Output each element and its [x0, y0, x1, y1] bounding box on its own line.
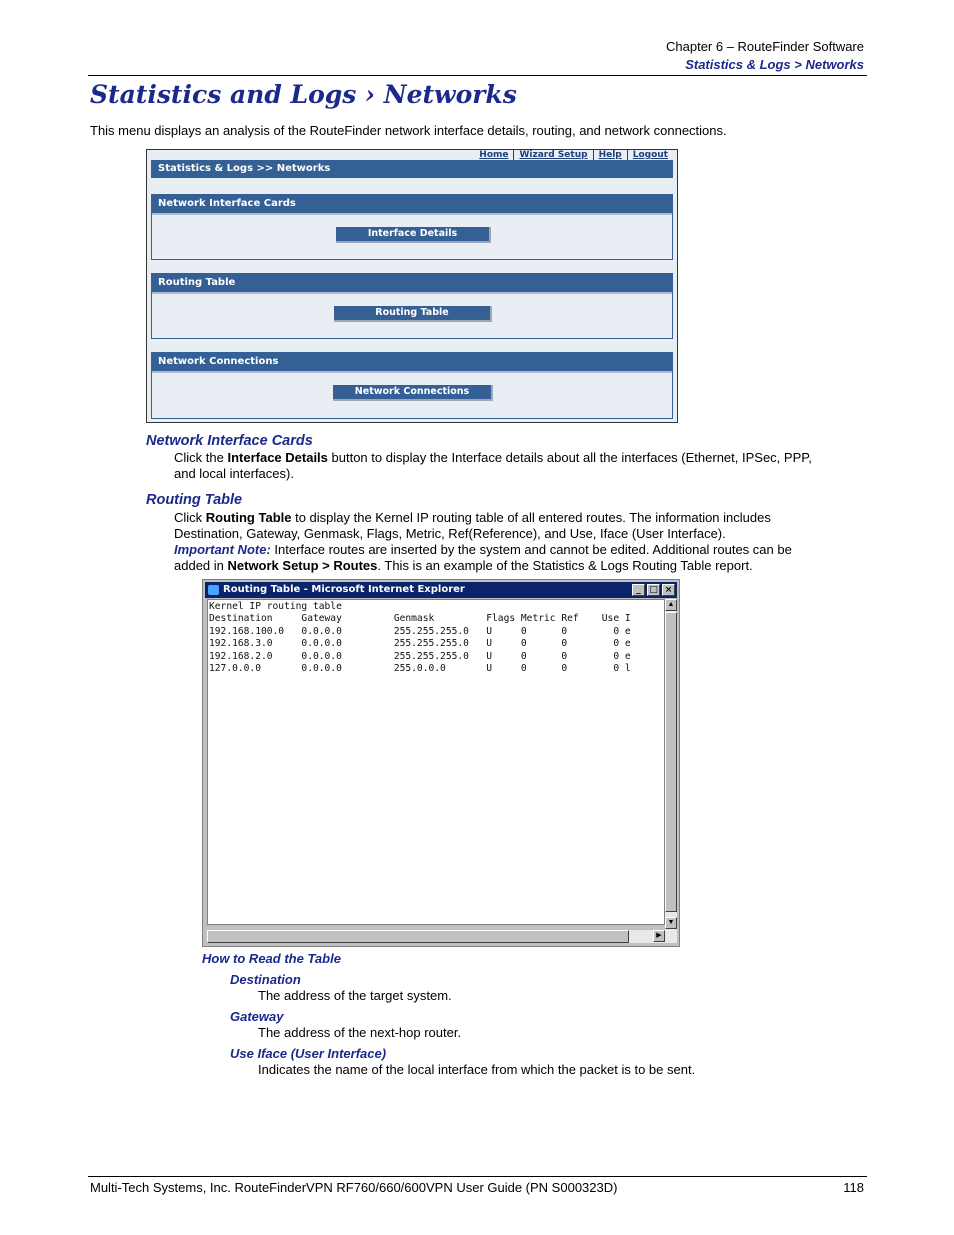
important-note-text: Interface routes are inserted by the system and cannot be edited. Additional routes can be — [270, 542, 792, 557]
interface-details-button[interactable]: Interface Details — [336, 227, 491, 243]
desc-destination: The address of the target system. — [258, 988, 452, 1003]
panel-heading: Routing Table — [152, 274, 672, 294]
footer-rule — [88, 1176, 867, 1177]
window-titlebar — [205, 582, 677, 598]
routing-text-line4-bold: Network Setup > Routes — [227, 558, 378, 573]
nic-text-line2: and local interfaces). — [174, 466, 294, 481]
panel-network-interface-cards — [151, 194, 673, 260]
horizontal-scroll-thumb[interactable] — [207, 930, 629, 943]
routing-text-line4-pre: added in — [174, 558, 228, 573]
nic-text-post: button to display the Interface details about all the interfaces (Ethernet, IPSec, PPP, — [327, 450, 812, 465]
nic-text-pre: Click the — [174, 450, 228, 465]
nav-home-link[interactable]: Home — [479, 150, 509, 160]
nic-paragraph — [174, 450, 874, 482]
page-title: Statistics and Logs › Networks — [90, 80, 517, 109]
scroll-down-icon[interactable]: ▼ — [665, 917, 677, 929]
routing-text-pre: Click — [174, 510, 206, 525]
chapter-header: Chapter 6 – RouteFinder Software — [666, 39, 864, 54]
panel-routing-table — [151, 273, 673, 339]
nav-wizard-link[interactable]: Wizard Setup — [513, 150, 592, 160]
footer-text: Multi-Tech Systems, Inc. RouteFinderVPN RF760/660/600VPN User Guide (PN S000323D) — [90, 1180, 618, 1195]
how-to-heading: How to Read the Table — [202, 951, 341, 966]
routing-heading: Routing Table — [146, 492, 243, 508]
routing-table-window — [202, 579, 680, 947]
routing-report-content — [207, 599, 665, 925]
top-nav — [474, 150, 673, 160]
minimize-icon[interactable]: _ — [632, 584, 645, 596]
important-note-label: Important Note: — [174, 542, 271, 557]
window-title: Routing Table - Microsoft Internet Explorer — [223, 584, 465, 595]
header-rule — [88, 75, 867, 76]
nic-heading: Network Interface Cards — [146, 433, 313, 449]
routing-text-line2: Destination, Gateway, Genmask, Flags, Metric, Ref(Reference), and Use, Iface (User Interface). — [174, 526, 726, 541]
desc-use-iface: Indicates the name of the local interface from which the packet is to be sent. — [258, 1062, 696, 1077]
scroll-right-icon[interactable]: ▶ — [653, 930, 665, 942]
vertical-scroll-thumb[interactable] — [665, 612, 677, 912]
routing-report-text: Kernel IP routing table Destination Gateway Genmask Flags Metric Ref Use I 192.168.100.0 0.0.0.0 255.255.255.0 U 0 0 0 e 192.168.3.0 0.0.0.0 255.255.255.0 U 0 0 0 e 192.168.2.0 0.0.0.0 255.255.255.0 U 0 0 0 e 127.0.0.0 0.0.0.0 255.0.0.0 U 0 0 0 l — [209, 601, 631, 675]
routing-text-post: to display the Kernel IP routing table of all entered routes. The information includes — [291, 510, 771, 525]
scroll-up-icon[interactable]: ▲ — [665, 599, 677, 611]
horizontal-scrollbar[interactable] — [207, 930, 665, 943]
panel-heading: Network Interface Cards — [152, 195, 672, 215]
close-icon[interactable]: × — [662, 584, 675, 596]
term-gateway: Gateway — [230, 1009, 284, 1024]
desc-gateway: The address of the next-hop router. — [258, 1025, 462, 1040]
term-use-iface: Use Iface (User Interface) — [230, 1046, 387, 1061]
nav-help-link[interactable]: Help — [593, 150, 627, 160]
network-connections-button[interactable]: Network Connections — [333, 385, 493, 401]
routing-text-bold: Routing Table — [205, 510, 292, 525]
panel-heading: Network Connections — [152, 353, 672, 373]
screen-title-bar: Statistics & Logs >> Networks — [151, 160, 673, 178]
section-header: Statistics & Logs > Networks — [685, 57, 864, 72]
panel-network-connections — [151, 352, 673, 419]
maximize-icon[interactable]: □ — [647, 584, 660, 596]
routing-paragraph — [174, 510, 874, 574]
nic-text-bold: Interface Details — [227, 450, 328, 465]
routing-table-button[interactable]: Routing Table — [334, 306, 492, 322]
term-destination: Destination — [230, 972, 301, 987]
networks-screenshot — [146, 149, 678, 423]
page-number: 118 — [843, 1180, 864, 1195]
intro-text: This menu displays an analysis of the RouteFinder network interface details, routing, and network connections. — [90, 123, 727, 138]
nav-logout-link[interactable]: Logout — [627, 150, 673, 160]
routing-text-line4-post: . This is an example of the Statistics & Logs Routing Table report. — [377, 558, 753, 573]
ie-icon — [208, 585, 219, 595]
vertical-scrollbar[interactable] — [665, 599, 677, 943]
